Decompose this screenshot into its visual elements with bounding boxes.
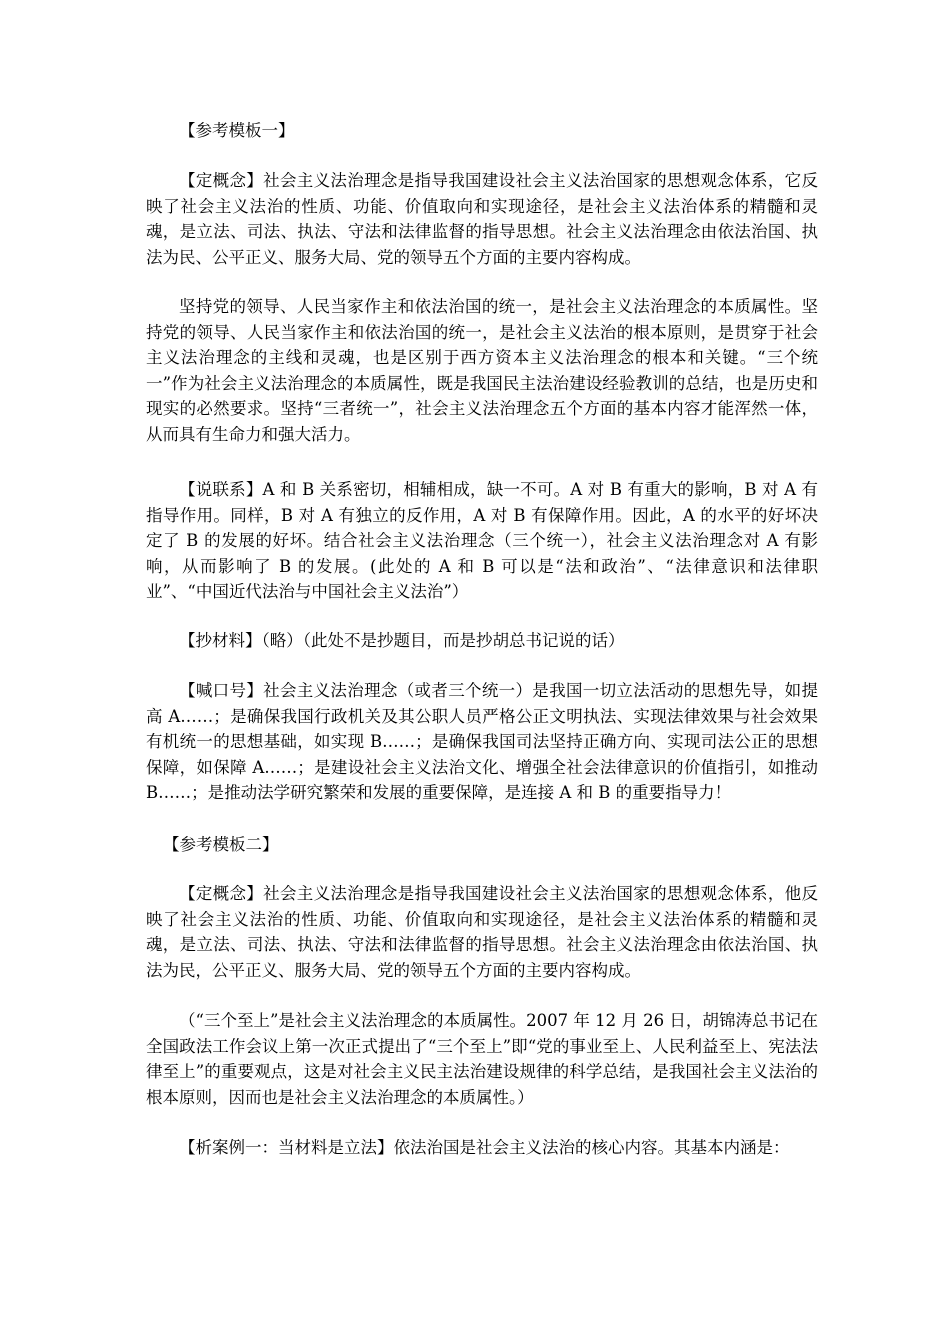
- paragraph-case-analysis-1: 【析案例一：当材料是立法】依法治国是社会主义法治的核心内容。其基本内涵是：: [179, 1138, 790, 1157]
- template-heading-2: 【参考模板二】: [163, 835, 279, 854]
- paragraph-define-concept-2: 【定概念】社会主义法治理念是指导我国建设社会主义法治国家的思想观念体系，他反映了社会主义法治的性质、功能、价值取向和实现途径，是社会主义法治体系的精髓和灵魂，是立法、司法、执法、守法和法律监督的指导思想。社会主义法治理念由依法治国、执法为民，公平正义、服务大局、党的领导五个方面的主要内容构成。: [146, 884, 818, 980]
- paragraph-define-concept-1: 【定概念】社会主义法治理念是指导我国建设社会主义法治国家的思想观念体系，它反映了社会主义法治的性质、功能、价值取向和实现途径，是社会主义法治体系的精髓和灵魂，是立法、司法、执法、守法和法律监督的指导思想。社会主义法治理念由依法治国、执法为民、公平正义、服务大局、党的领导五个方面的主要内容构成。: [146, 171, 818, 267]
- paragraph-explain-relation: 【说联系】A 和 B 关系密切，相辅相成，缺一不可。A 对 B 有重大的影响，B 对 A 有指导作用。同样，B 对 A 有独立的反作用，A 对 B 有保障作用。因此，A 的水平的好坏决定了 B 的发展的好坏。结合社会主义法治理念（三个统一），社会主义法治理念对 A 有影响，从而影响了 B 的发展。(此处的 A 和 B 可以是“法和政治”、“法律意识和法律职业”、“中国近代法治与中国社会主义法治”）: [146, 480, 818, 601]
- paragraph-three-supremes: （“三个至上”是社会主义法治理念的本质属性。2007 年 12 月 26 日，胡锦涛总书记在全国政法工作会议上第一次正式提出了“三个至上”即“党的事业至上、人民利益至上、宪法法律至上”的重要观点，这是对社会主义民主法治建设规律的科学总结，是我国社会主义法治的根本原则，因而也是社会主义法治理念的本质属性。）: [146, 1011, 818, 1107]
- paragraph-essential-attribute: 坚持党的领导、人民当家作主和依法治国的统一，是社会主义法治理念的本质属性。坚持党的领导、人民当家作主和依法治国的统一，是社会主义法治的根本原则，是贯穿于社会主义法治理念的主线和灵魂，也是区别于西方资本主义法治理念的根本和关键。“三个统一”作为社会主义法治理念的本质属性，既是我国民主法治建设经验教训的总结，也是历史和现实的必然要求。坚持“三者统一”，社会主义法治理念五个方面的基本内容才能浑然一体，从而具有生命力和强大活力。: [146, 297, 818, 444]
- template-heading-1: 【参考模板一】: [179, 121, 295, 140]
- paragraph-copy-material: 【抄材料】（略）（此处不是抄题目，而是抄胡总书记说的话）: [179, 631, 625, 650]
- paragraph-slogan: 【喊口号】社会主义法治理念（或者三个统一）是我国一切立法活动的思想先导，如提高 A……；是确保我国行政机关及其公职人员严格公正文明执法、实现法律效果与社会效果有机统一的思想基础，如实现 B……；是确保我国司法坚持正确方向、实现司法公正的思想保障，如保障 A……；是建设社会主义法治文化、增强全社会法律意识的价值指引，如推动 B……；是推动法学研究繁荣和发展的重要保障，是连接 A 和 B 的重要指导力！: [146, 681, 818, 802]
